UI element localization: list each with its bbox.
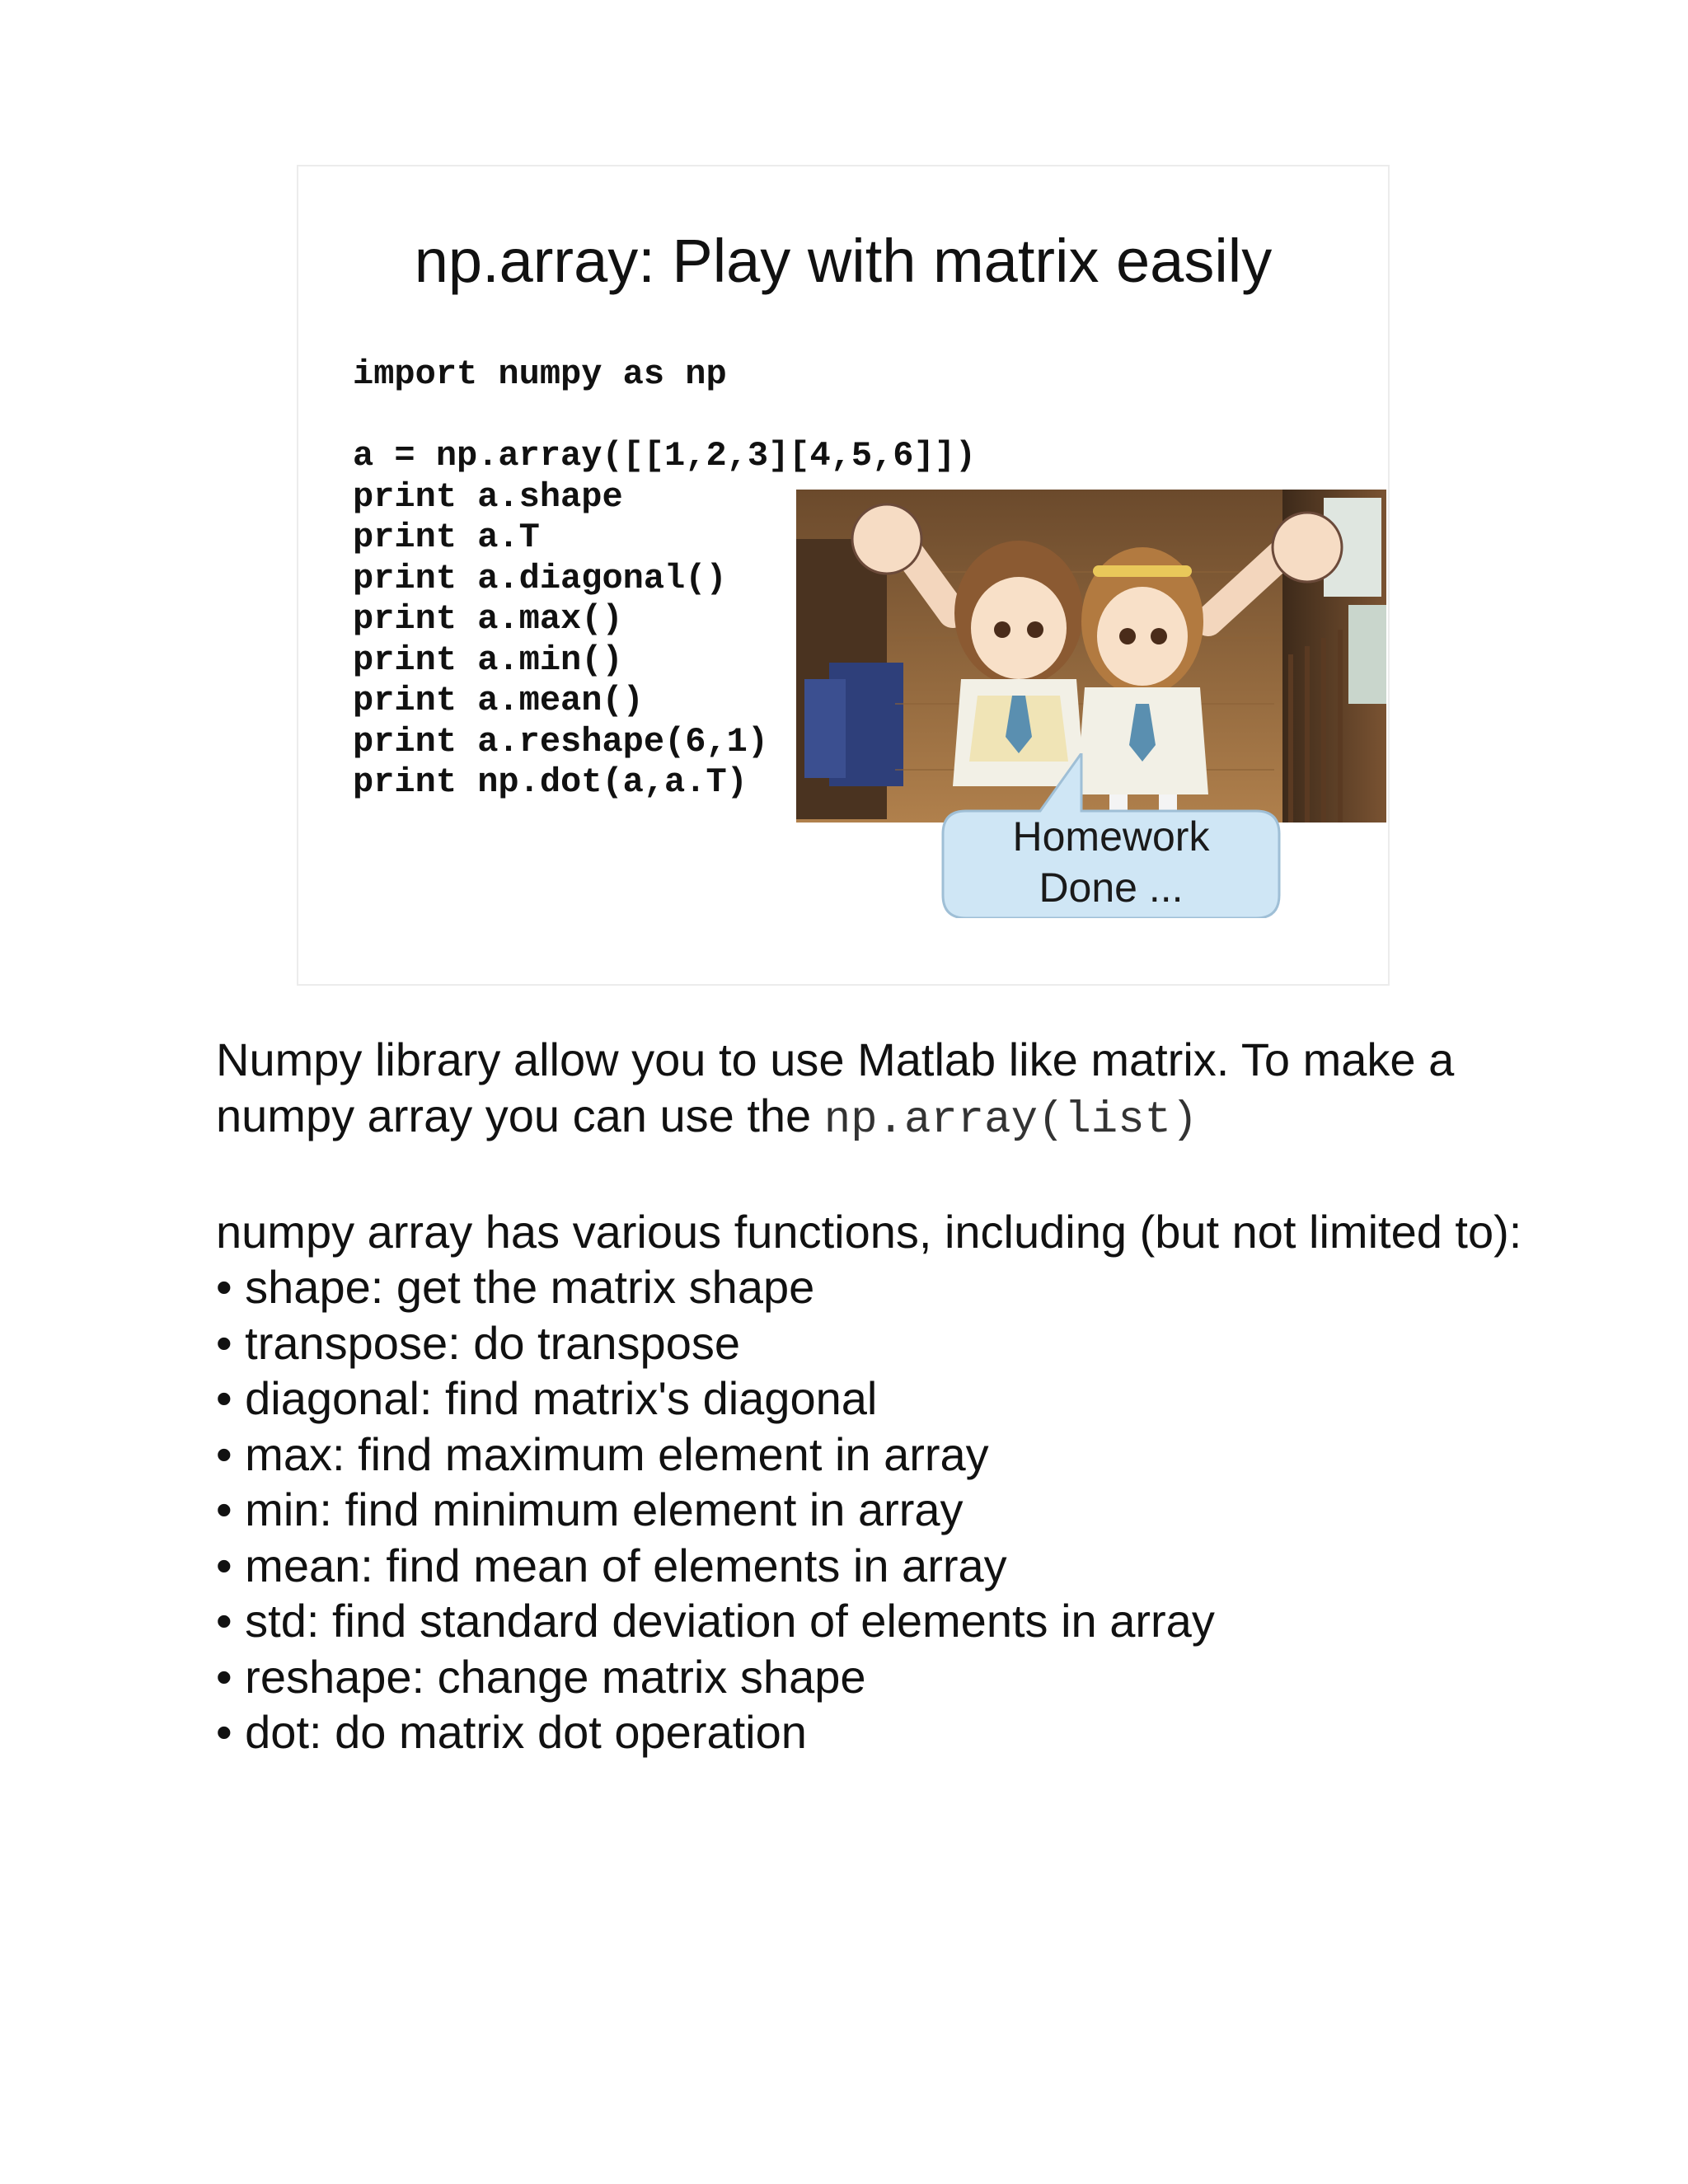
speech-bubble [941, 811, 1281, 918]
code-line: a = np.array([[1,2,3][4,5,6]]) [353, 436, 977, 476]
code-line: print np.dot(a,a.T) [353, 762, 748, 802]
bullet-item: • max: find maximum element in array [216, 1427, 989, 1480]
intro-text: Numpy library allow you to use Matlab like matrix. To make a numpy array you can use the [216, 1033, 1455, 1141]
functions-intro: numpy array has various functions, including (but not limited to): [216, 1205, 1522, 1258]
notes-body [216, 1032, 1551, 1760]
code-line: print a.min() [353, 640, 623, 680]
bubble-line: Homework [1012, 813, 1210, 860]
bullet-item: • mean: find mean of elements in array [216, 1539, 1007, 1591]
code-line: import numpy as np [353, 354, 727, 394]
code-line: print a.shape [353, 476, 623, 517]
bubble-line: Done ... [1039, 865, 1184, 911]
bullet-item: • shape: get the matrix shape [216, 1261, 815, 1313]
bullet-item: • reshape: change matrix shape [216, 1650, 866, 1703]
code-line: print a.T [353, 518, 540, 557]
bullet-item: • std: find standard deviation of elements in array [216, 1595, 1215, 1647]
slide-title: np.array: Play with matrix easily [414, 227, 1273, 295]
bubble-text [941, 811, 1281, 913]
code-line: print a.diagonal() [353, 558, 727, 598]
slide-frame [297, 165, 1390, 986]
code-line: print a.reshape(6,1) [353, 721, 769, 762]
bullet-item: • dot: do matrix dot operation [216, 1706, 807, 1758]
code-line: print a.max() [353, 599, 623, 639]
intro-code: np.array(list) [823, 1094, 1198, 1146]
bullet-item: • transpose: do transpose [216, 1316, 740, 1369]
code-line: print a.mean() [353, 681, 644, 720]
code-line [353, 396, 976, 437]
spacer [216, 1148, 1551, 1204]
intro-paragraph [216, 1032, 1551, 1148]
bullet-item: • min: find minimum element in array [216, 1483, 964, 1535]
bullet-item: • diagonal: find matrix's diagonal [216, 1372, 878, 1424]
